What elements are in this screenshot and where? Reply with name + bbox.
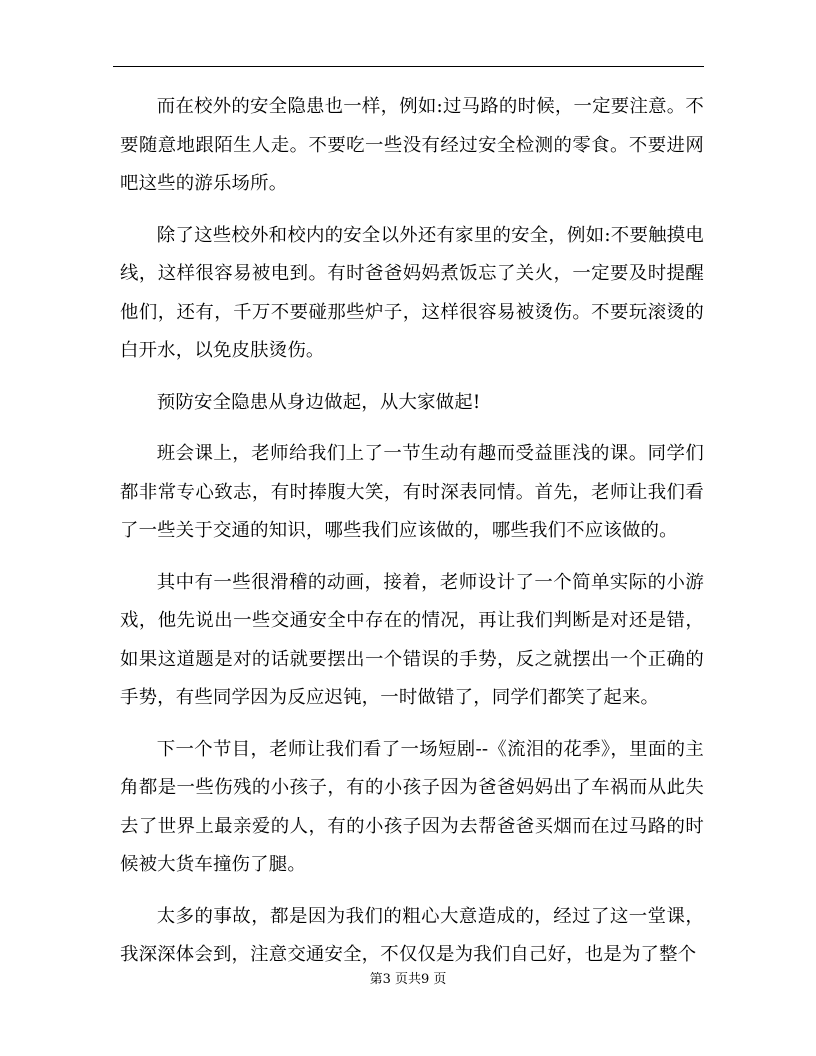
document-body xyxy=(120,88,704,988)
paragraph: 除了这些校外和校内的安全以外还有家里的安全，例如:不要触摸电线，这样很容易被电到。有时爸爸妈妈煮饭忘了关火，一定要及时提醒他们，还有，千万不要碰那些炉子，这样很容易被烫伤。不要玩滚烫的白开水，以免皮肤烫伤。 xyxy=(120,224,704,361)
paragraph: 预防安全隐患从身边做起，从大家做起! xyxy=(156,391,481,413)
paragraph: 而在校外的安全隐患也一样，例如:过马路的时候，一定要注意。不要随意地跟陌生人走。不要吃一些没有经过安全检测的零食。不要进网吧这些的游乐场所。 xyxy=(120,96,704,194)
paragraph: 其中有一些很滑稽的动画，接着，老师设计了一个简单实际的小游戏，他先说出一些交通安全中存在的情况，再让我们判断是对还是错，如果这道题是对的话就要摆出一个错误的手势，反之就摆出一个正确的手势，有些同学因为反应迟钝，一时做错了，同学们都笑了起来。 xyxy=(120,571,704,708)
paragraph: 下一个节目，老师让我们看了一场短剧--《流泪的花季》，里面的主角都是一些伤残的小孩子，有的小孩子因为爸爸妈妈出了车祸而从此失去了世界上最亲爱的人，有的小孩子因为去帮爸爸买烟而在过马路的时候被大货车撞伤了腿。 xyxy=(120,738,704,875)
paragraph: 班会课上，老师给我们上了一节生动有趣而受益匪浅的课。同学们都非常专心致志，有时捧腹大笑，有时深表同情。首先，老师让我们看了一些关于交通的知识，哪些我们应该做的，哪些我们不应该做的。 xyxy=(120,443,704,541)
header-rule xyxy=(113,66,704,67)
page-number: 第3 页共9 页 xyxy=(369,972,447,987)
paragraph: 太多的事故，都是因为我们的粗心大意造成的，经过了这一堂课，我深深体会到，注意交通安全，不仅仅是为我们自己好，也是为了整个 xyxy=(120,905,704,965)
